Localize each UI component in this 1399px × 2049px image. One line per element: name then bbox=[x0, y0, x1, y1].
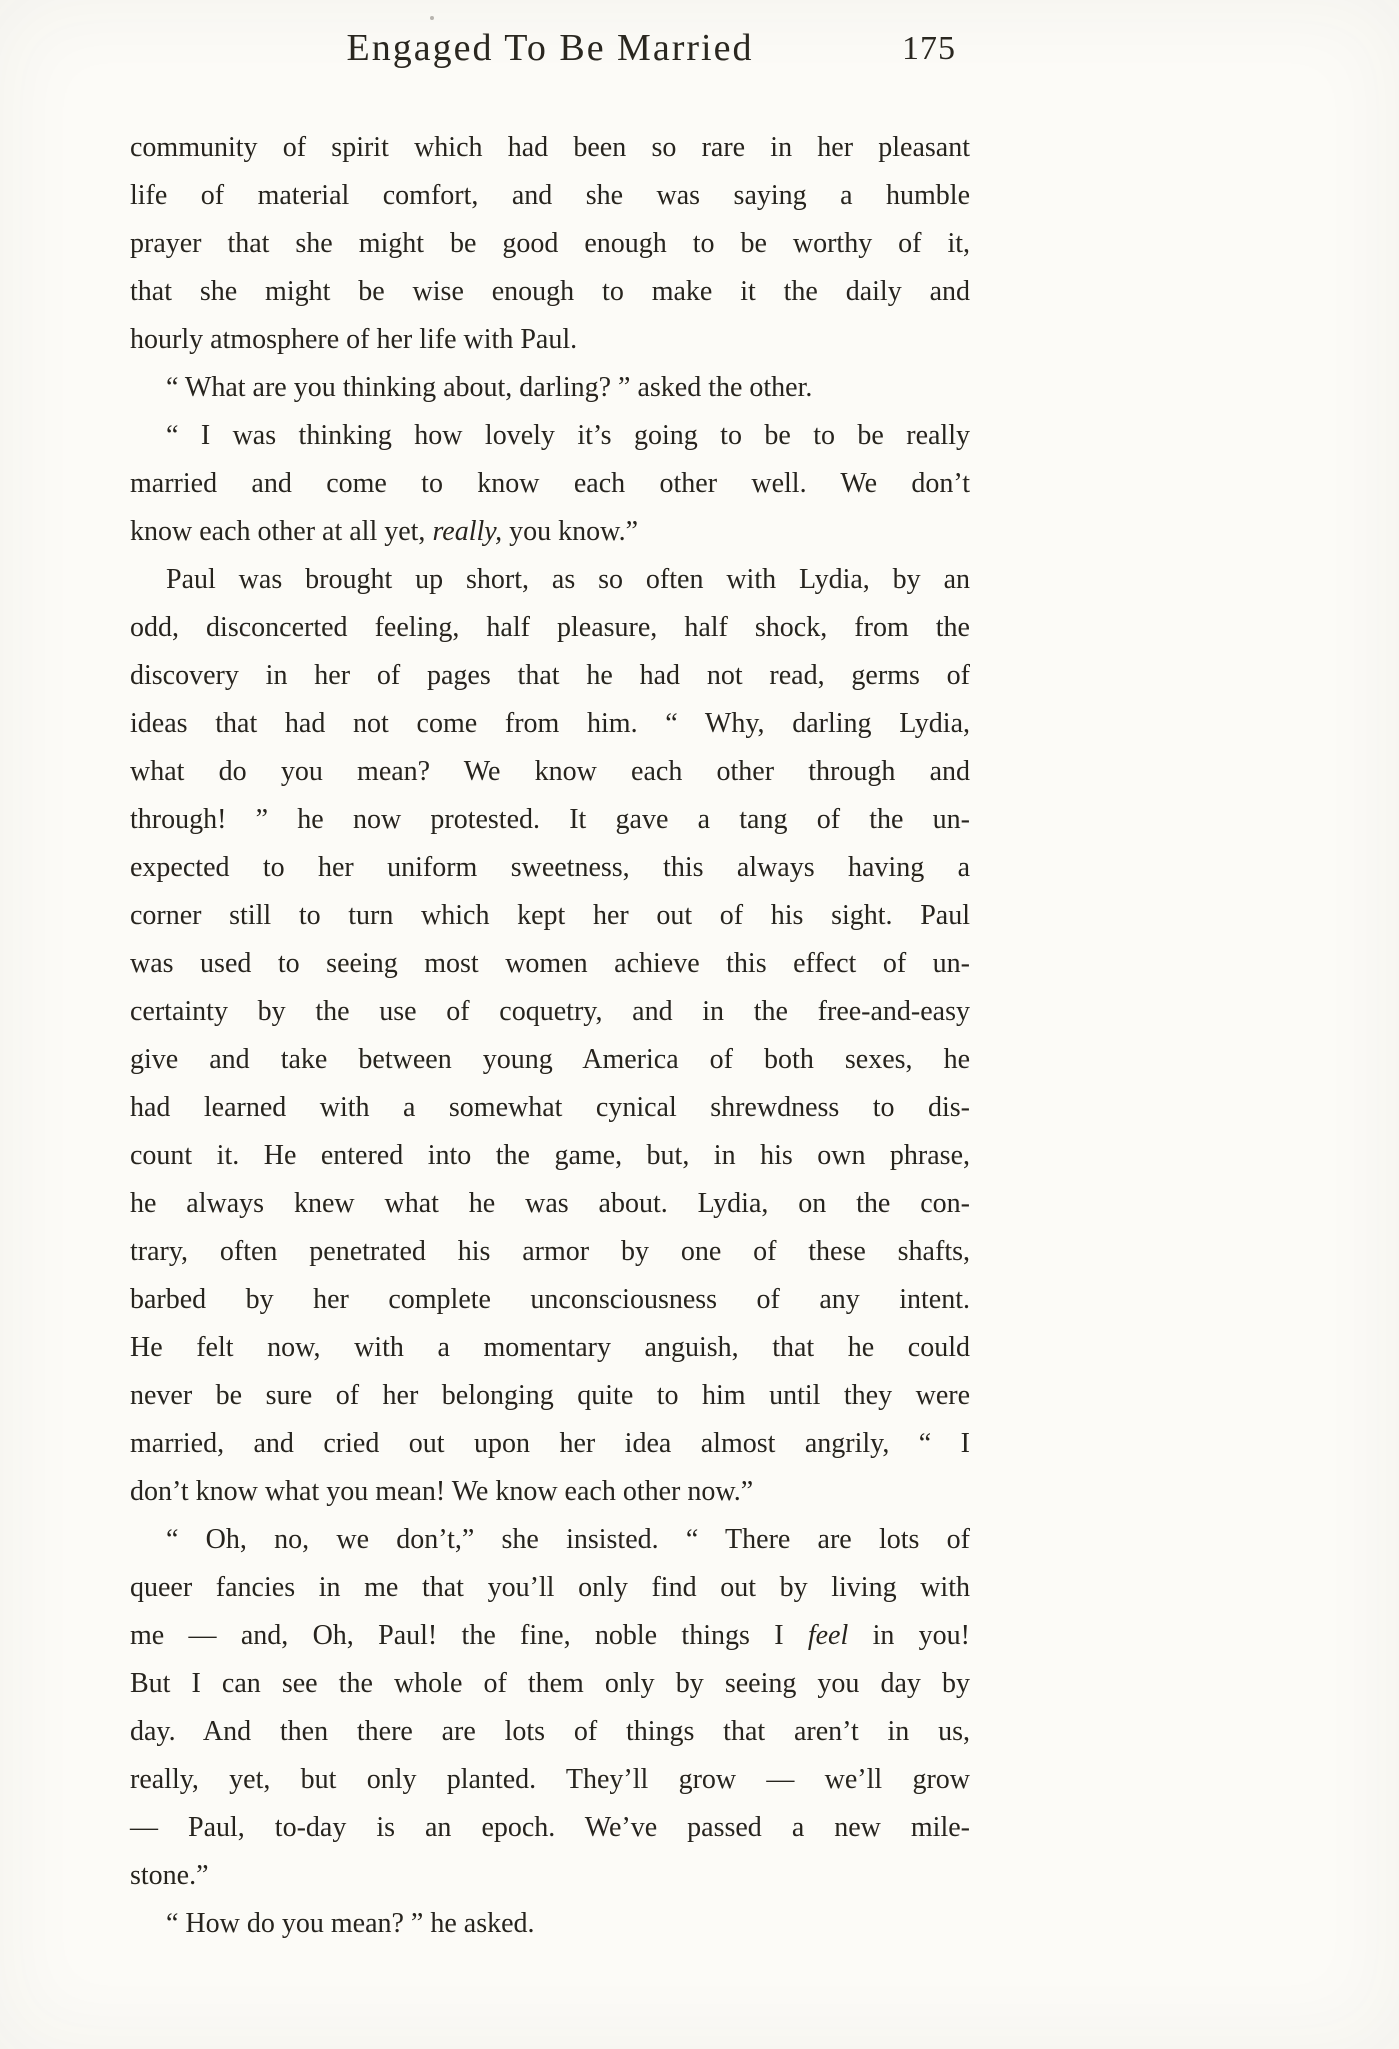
page-number: 175 bbox=[902, 30, 956, 67]
paragraph bbox=[130, 412, 970, 556]
text-line: queer fancies in me that you’ll only find out by living with bbox=[130, 1572, 970, 1603]
text-line: discovery in her of pages that he had not read, germs of bbox=[130, 660, 970, 691]
paragraph bbox=[130, 556, 970, 1516]
text-line: ideas that had not come from him. “ Why, darling Lydia, bbox=[130, 708, 970, 739]
text-line: barbed by her complete unconsciousness of any intent. bbox=[130, 1284, 970, 1315]
text-line: had learned with a somewhat cynical shrewdness to dis- bbox=[130, 1092, 970, 1123]
scan-speck bbox=[430, 16, 434, 20]
text-line: stone.” bbox=[130, 1860, 209, 1891]
text-line: that she might be wise enough to make it the daily and bbox=[130, 276, 970, 307]
text-line: “ Oh, no, we don’t,” she insisted. “ There are lots of bbox=[166, 1524, 970, 1555]
text-line: certainty by the use of coquetry, and in the free-and-easy bbox=[130, 996, 970, 1027]
text-line: me — and, Oh, Paul! the fine, noble things I feel in you! bbox=[130, 1620, 970, 1651]
text-line: really, yet, but only planted. They’ll grow — we’ll grow bbox=[130, 1764, 970, 1795]
paragraph bbox=[130, 364, 970, 412]
text-line: life of material comfort, and she was saying a humble bbox=[130, 180, 970, 211]
text-line: married and come to know each other well. We don’t bbox=[130, 468, 970, 499]
text-line: Paul was brought up short, as so often with Lydia, by an bbox=[166, 564, 970, 595]
text-line: odd, disconcerted feeling, half pleasure, half shock, from the bbox=[130, 612, 970, 643]
text-line: give and take between young America of both sexes, he bbox=[130, 1044, 970, 1075]
text-line: — Paul, to-day is an epoch. We’ve passed a new mile- bbox=[130, 1812, 970, 1843]
text-line: never be sure of her belonging quite to him until they were bbox=[130, 1380, 970, 1411]
text-line: hourly atmosphere of her life with Paul. bbox=[130, 324, 578, 355]
page-text bbox=[130, 124, 970, 1948]
text-line: through! ” he now protested. It gave a tang of the un- bbox=[130, 804, 970, 835]
text-line: married, and cried out upon her idea almost angrily, “ I bbox=[130, 1428, 970, 1459]
text-line: count it. He entered into the game, but, in his own phrase, bbox=[130, 1140, 970, 1171]
text-line: he always knew what he was about. Lydia, on the con- bbox=[130, 1188, 970, 1219]
text-line: “ What are you thinking about, darling? ” asked the other. bbox=[166, 372, 813, 403]
text-line: expected to her uniform sweetness, this always having a bbox=[130, 852, 970, 883]
text-line: was used to seeing most women achieve this effect of un- bbox=[130, 948, 970, 979]
text-line: community of spirit which had been so rare in her pleasant bbox=[130, 132, 970, 163]
text-line: day. And then there are lots of things that aren’t in us, bbox=[130, 1716, 970, 1747]
text-line: trary, often penetrated his armor by one of these shafts, bbox=[130, 1236, 970, 1267]
text-line: what do you mean? We know each other through and bbox=[130, 756, 970, 787]
text-line: corner still to turn which kept her out of his sight. Paul bbox=[130, 900, 970, 931]
paragraph bbox=[130, 1900, 970, 1948]
text-line: know each other at all yet, really, you know.” bbox=[130, 516, 639, 547]
text-line: “ I was thinking how lovely it’s going to be to be really bbox=[166, 420, 970, 451]
paragraph bbox=[130, 1516, 970, 1900]
text-column bbox=[130, 26, 970, 1948]
page-header bbox=[130, 26, 970, 88]
text-line: “ How do you mean? ” he asked. bbox=[166, 1908, 535, 1939]
running-title: Engaged To Be Married bbox=[346, 27, 754, 69]
paragraph bbox=[130, 124, 970, 364]
text-line: prayer that she might be good enough to be worthy of it, bbox=[130, 228, 970, 259]
text-line: He felt now, with a momentary anguish, that he could bbox=[130, 1332, 970, 1363]
text-line: don’t know what you mean! We know each other now.” bbox=[130, 1476, 754, 1507]
text-line: But I can see the whole of them only by seeing you day by bbox=[130, 1668, 970, 1699]
